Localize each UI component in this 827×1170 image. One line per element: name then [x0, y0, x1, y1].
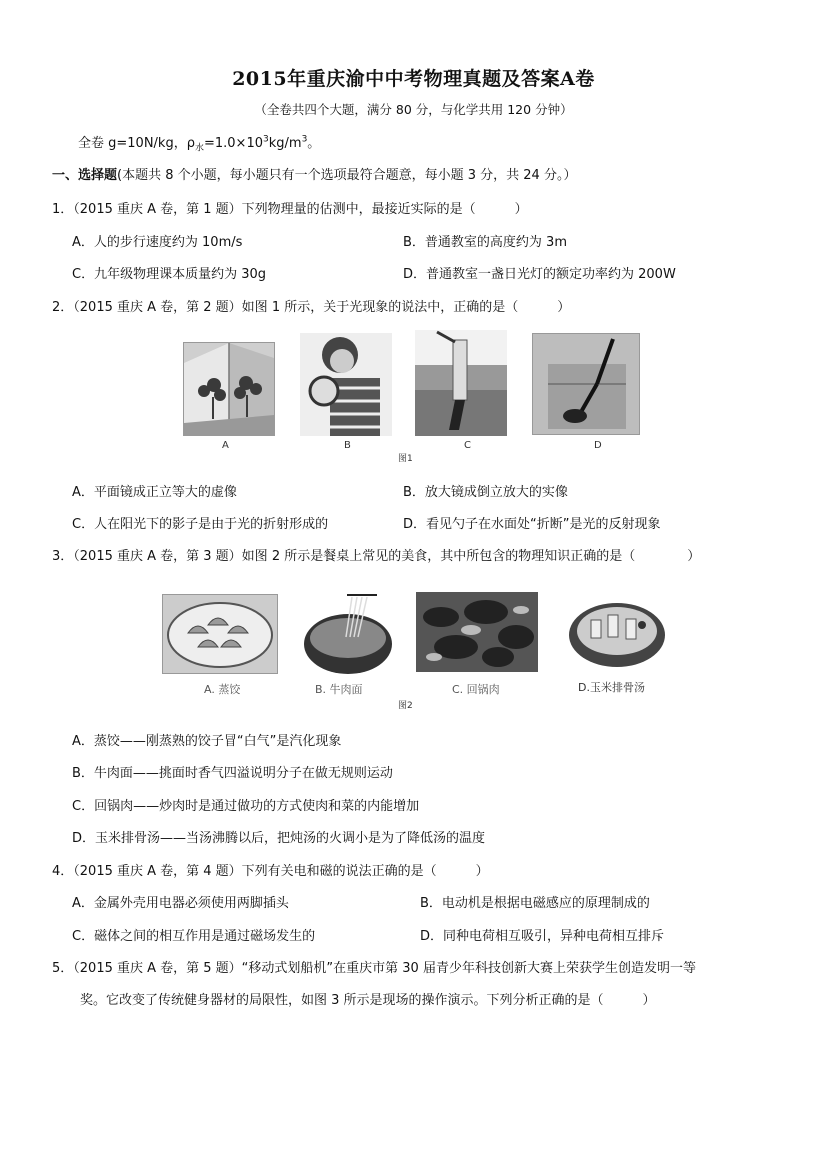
q2-option-c: C．人在阳光下的影子是由于光的折射形成的: [72, 517, 329, 532]
q1-option-c: C．九年级物理课本质量约为 30g: [72, 267, 267, 282]
q2-option-d: D．看见勺子在水面处“折断”是光的反射现象: [403, 517, 661, 532]
constants-line: [78, 132, 320, 154]
section-description: (本题共 8 个小题，每小题只有一个选项最符合题意，每小题 3 分，共 24 分。）: [117, 168, 577, 183]
q1-option-b: B．普通教室的高度约为 3m: [403, 235, 567, 250]
rho-subscript: 水: [194, 143, 204, 154]
q2-stem: 2．（2015 重庆 A 卷，第 2 题）如图 1 所示，关于光现象的说法中，正确的是（ ）: [52, 300, 571, 315]
page-title: 2015年重庆渝中中考物理真题及答案A卷: [232, 68, 595, 90]
fig1-spoon-image: [532, 333, 640, 435]
q4-option-c: C．磁体之间的相互作用是通过磁场发生的: [72, 929, 316, 944]
exponent: 3: [263, 134, 269, 145]
constants-prefix: 全卷 g=10N/kg，ρ: [78, 136, 195, 151]
fig1-label-c: C: [464, 440, 471, 451]
fig2-label-c: C. 回锅肉: [452, 683, 500, 696]
q3-option-a: A．蒸饺——刚蒸熟的饺子冒“白气”是汽化现象: [72, 734, 342, 749]
section-heading: [52, 164, 576, 183]
section-title: 一、选择题: [52, 168, 118, 183]
fig1-label-a: A: [222, 440, 229, 451]
q3-option-b: B．牛肉面——挑面时香气四溢说明分子在做无规则运动: [72, 766, 393, 781]
q1-option-a: A．人的步行速度约为 10m/s: [72, 235, 243, 250]
fig2-dumplings-image: [162, 594, 278, 674]
fig1-caption: 图1: [398, 454, 413, 464]
q4-option-a: A．金属外壳用电器必须使用两脚插头: [72, 896, 289, 911]
q3-option-c: C．回锅肉——炒肉时是通过做功的方式使肉和菜的内能增加: [72, 799, 420, 814]
q2-option-a: A．平面镜成正立等大的虚像: [72, 485, 237, 500]
constants-unit: kg/m: [268, 136, 302, 151]
constants-end: 。: [307, 136, 321, 151]
q2-option-b: B．放大镜成倒立放大的实像: [403, 485, 568, 500]
q1-option-d: D．普通教室一盏日光灯的额定功率约为 200W: [403, 267, 676, 282]
q5-stem-line1: 5．（2015 重庆 A 卷，第 5 题）“移动式划船机”在重庆市第 30 届青少年科技创新大赛上荣获学生创造发明一等: [52, 961, 696, 976]
fig2-caption: 图2: [398, 701, 413, 711]
unit-exponent: 3: [301, 134, 308, 145]
fig2-label-a: A. 蒸饺: [204, 683, 241, 696]
exam-subtitle: （全卷共四个大题，满分 80 分，与化学共用 120 分钟）: [254, 102, 573, 117]
fig2-label-b: B. 牛肉面: [315, 683, 363, 696]
q5-stem-line2: 奖。它改变了传统健身器材的局限性，如图 3 所示是现场的操作演示。下列分析正确的是（ ）: [80, 993, 656, 1008]
fig2-label-d: D.玉米排骨汤: [578, 681, 645, 694]
fig1-label-b: B: [344, 440, 351, 451]
fig2-noodles-image: [302, 592, 394, 680]
q4-option-d: D．同种电荷相互吸引，异种电荷相互排斥: [420, 929, 665, 944]
q3-stem: 3．（2015 重庆 A 卷，第 3 题）如图 2 所示是餐桌上常见的美食，其中所包含的物理知识正确的是（ ）: [52, 549, 701, 564]
fig2-soup-image: [566, 595, 668, 675]
q4-option-b: B．电动机是根据电磁感应的原理制成的: [420, 896, 650, 911]
fig1-label-d: D: [594, 440, 602, 451]
constants-mid: =1.0×10: [203, 136, 263, 151]
fig1-magnifier-image: [300, 333, 392, 436]
q4-stem: 4．（2015 重庆 A 卷，第 4 题）下列有关电和磁的说法正确的是（ ）: [52, 864, 489, 879]
q3-option-d: D．玉米排骨汤——当汤沸腾以后，把炖汤的火调小是为了降低汤的温度: [72, 831, 486, 846]
fig1-mirror-image: [183, 342, 275, 436]
fig2-pork-image: [416, 592, 538, 672]
q1-stem: 1．（2015 重庆 A 卷，第 1 题）下列物理量的估测中，最接近实际的是（ ）: [52, 202, 528, 217]
fig1-shadow-image: [415, 330, 507, 436]
